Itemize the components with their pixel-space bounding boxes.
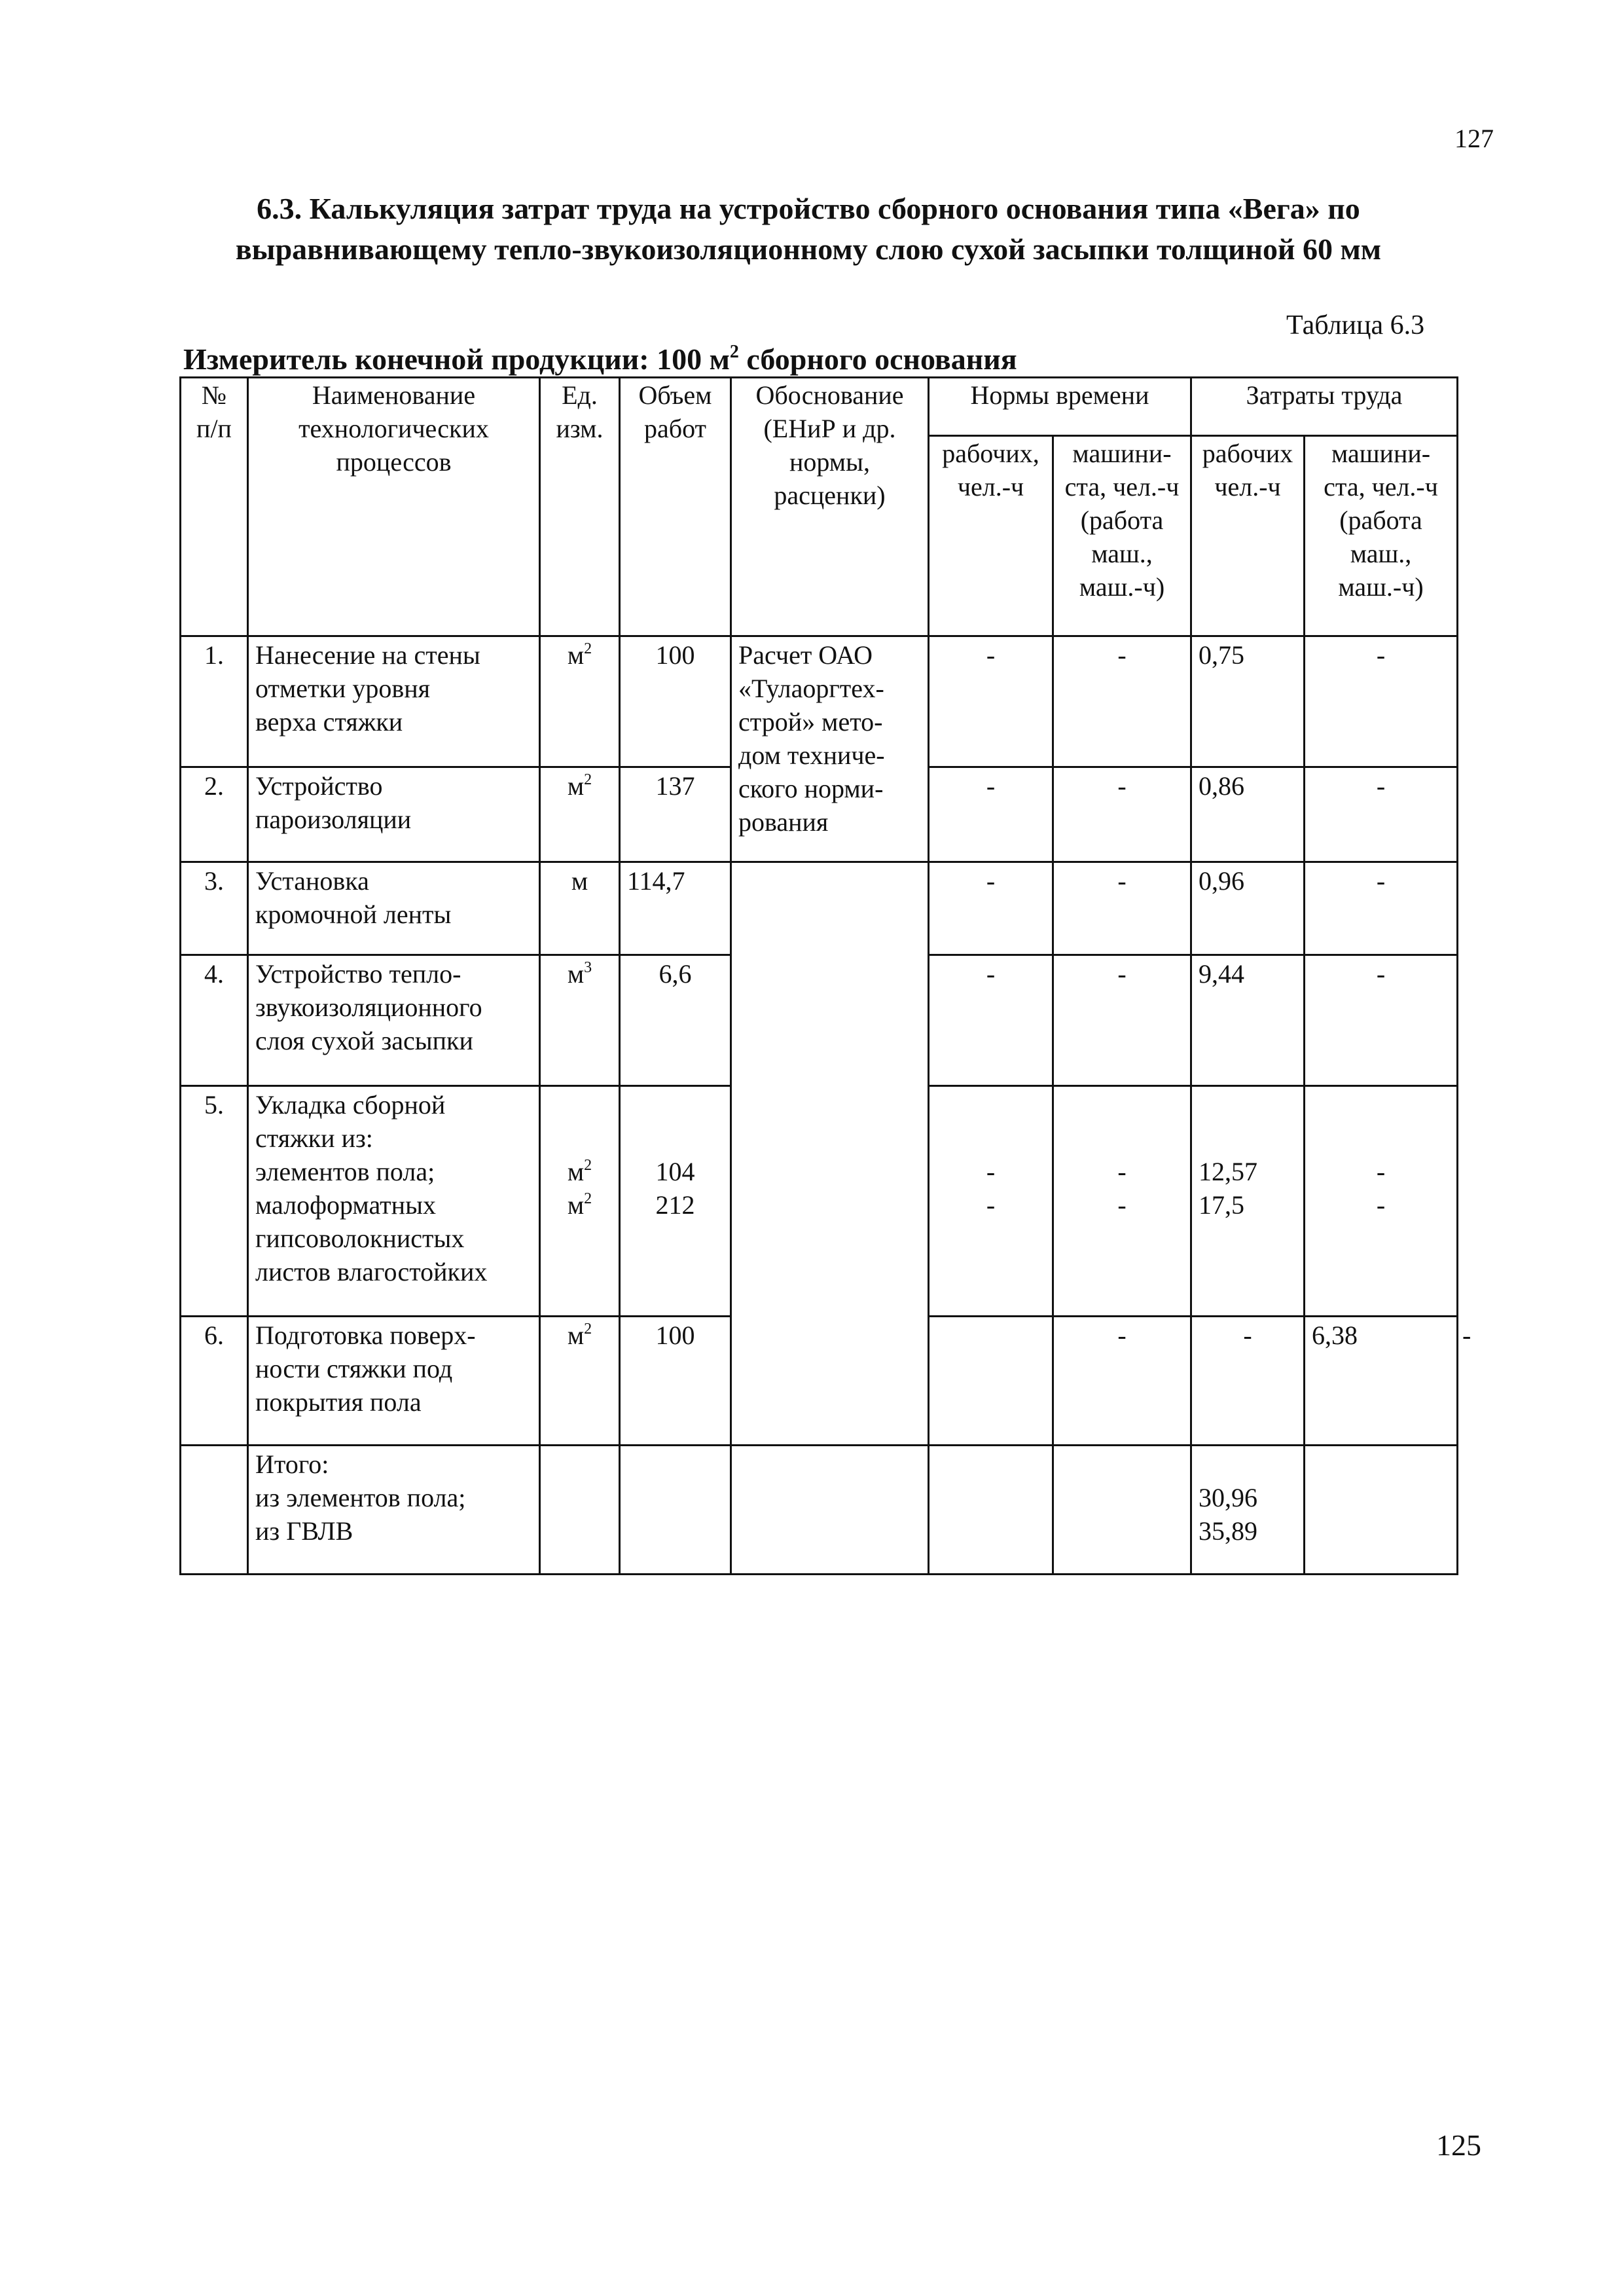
row-norm-workers: - <box>929 767 1053 862</box>
row-volume: 100 <box>620 1317 731 1446</box>
measure-suffix: сборного основания <box>738 342 1017 376</box>
row-norm-workers: - <box>929 862 1053 955</box>
title-line-1: 6.3. Калькуляция затрат труда на устройство сборного основания типа «Вега» по <box>257 192 1360 225</box>
row-norm-workers: - <box>1053 1317 1191 1446</box>
row-unit: $м^2$ $м^2$ <box>540 1086 620 1317</box>
row-cost-machinists: - <box>1305 862 1458 955</box>
measure-sup: 2 <box>729 342 739 362</box>
row-volume: 6,6 <box>620 955 731 1086</box>
page-title <box>131 189 1486 270</box>
row-unit: $м^3$ <box>540 955 620 1086</box>
row-cost-workers: 12,57 17,5 <box>1191 1086 1305 1317</box>
row-num: 2. <box>181 767 248 862</box>
row-cost-workers: 0,96 <box>1191 862 1305 955</box>
row-volume: 114,7 <box>620 862 731 955</box>
row-cost-workers: 0,75 <box>1191 636 1305 767</box>
row-norm-machinists: - <box>1053 862 1191 955</box>
row-cost-workers: 6,38 <box>1305 1317 1458 1446</box>
table-row <box>181 862 1458 955</box>
header-norms: Нормы времени <box>929 378 1191 436</box>
row-unit: $м^2$ <box>540 636 620 767</box>
row-name: Нанесение на стены отметки уровня верха стяжки <box>248 636 540 767</box>
row-cost-machinists: - <box>1305 955 1458 1086</box>
header-basis: Обоснование (ЕНиР и др. нормы, расценки) <box>731 378 929 636</box>
header-costs: Затраты труда <box>1191 378 1458 436</box>
row-cost-workers: 0,86 <box>1191 767 1305 862</box>
header-volume: Объем работ <box>620 378 731 636</box>
row-norm-workers: - - <box>929 1086 1053 1317</box>
row-norm-machinists: - <box>1053 767 1191 862</box>
total-values: 30,96 35,89 <box>1191 1446 1305 1575</box>
total-row <box>181 1446 1458 1575</box>
measure-prefix: Измеритель конечной продукции: 100 м <box>183 342 730 376</box>
row-unit: $м^2$ <box>540 1317 620 1446</box>
header-unit: Ед. изм. <box>540 378 620 636</box>
basis-empty-cell-6 <box>929 1317 1053 1446</box>
row-num: 5. <box>181 1086 248 1317</box>
row-norm-workers: - <box>929 636 1053 767</box>
header-cost-workers: рабочих чел.-ч <box>1191 436 1305 636</box>
row-norm-workers: - <box>929 955 1053 1086</box>
page-number-top: 127 <box>1454 124 1494 153</box>
header-norm-machinists: машини- ста, чел.-ч (работа маш., маш.-ч) <box>1053 436 1191 636</box>
row-name: Устройство пароизоляции <box>248 767 540 862</box>
row-cost-workers: 9,44 <box>1191 955 1305 1086</box>
header-name: Наименование технологических процессов <box>248 378 540 636</box>
header-row-1 <box>181 378 1458 436</box>
basis-cell: Расчет ОАО «Тулаоргтех- строй» мето- дом техниче- ского норми- рования <box>731 636 929 862</box>
total-label: Итого: из элементов пола; из ГВЛВ <box>248 1446 540 1575</box>
header-cost-machinists: машини- ста, чел.-ч (работа маш., маш.-ч) <box>1305 436 1458 636</box>
row-volume: 137 <box>620 767 731 862</box>
table-row: 6. Подготовка поверх- ности стяжки под покрытия пола $м^2$ 100 - - 6,38 - <box>181 1317 1458 1446</box>
title-line-2: выравнивающему тепло-звукоизоляционному слою сухой засыпки толщиной 60 мм <box>235 232 1382 266</box>
row-norm-machinists: - <box>1053 955 1191 1086</box>
row-num: 6. <box>181 1317 248 1446</box>
row-name: Устройство тепло- звукоизоляционного слоя сухой засыпки <box>248 955 540 1086</box>
row-name: Укладка сборной стяжки из: элементов пола; малоформатных гипсоволокнистых листов влагостойких <box>248 1086 540 1317</box>
row-num: 4. <box>181 955 248 1086</box>
row-cost-machinists: - <box>1305 636 1458 767</box>
row-norm-machinists: - <box>1053 636 1191 767</box>
row-norm-machinists: - <box>1191 1317 1305 1446</box>
row-norm-machinists: - - <box>1053 1086 1191 1317</box>
row-cost-machinists: - - <box>1305 1086 1458 1317</box>
basis-empty-cell <box>731 862 929 1446</box>
labor-cost-table <box>179 376 1471 1575</box>
page-number-bottom: 125 <box>1436 2128 1481 2162</box>
row-name: Установка кромочной ленты <box>248 862 540 955</box>
row-num: 3. <box>181 862 248 955</box>
row-volume: 104 212 <box>620 1086 731 1317</box>
measure-caption <box>183 342 1017 376</box>
row-num: 1. <box>181 636 248 767</box>
row-volume: 100 <box>620 636 731 767</box>
row-unit: $м^2$ <box>540 767 620 862</box>
table-label: Таблица 6.3 <box>1286 310 1425 340</box>
table-row <box>181 636 1458 767</box>
row-name: Подготовка поверх- ности стяжки под покрытия пола <box>248 1317 540 1446</box>
row-unit: м <box>540 862 620 955</box>
row-cost-machinists: - <box>1305 767 1458 862</box>
header-num: № п/п <box>181 378 248 636</box>
header-norm-workers: рабочих, чел.-ч <box>929 436 1053 636</box>
